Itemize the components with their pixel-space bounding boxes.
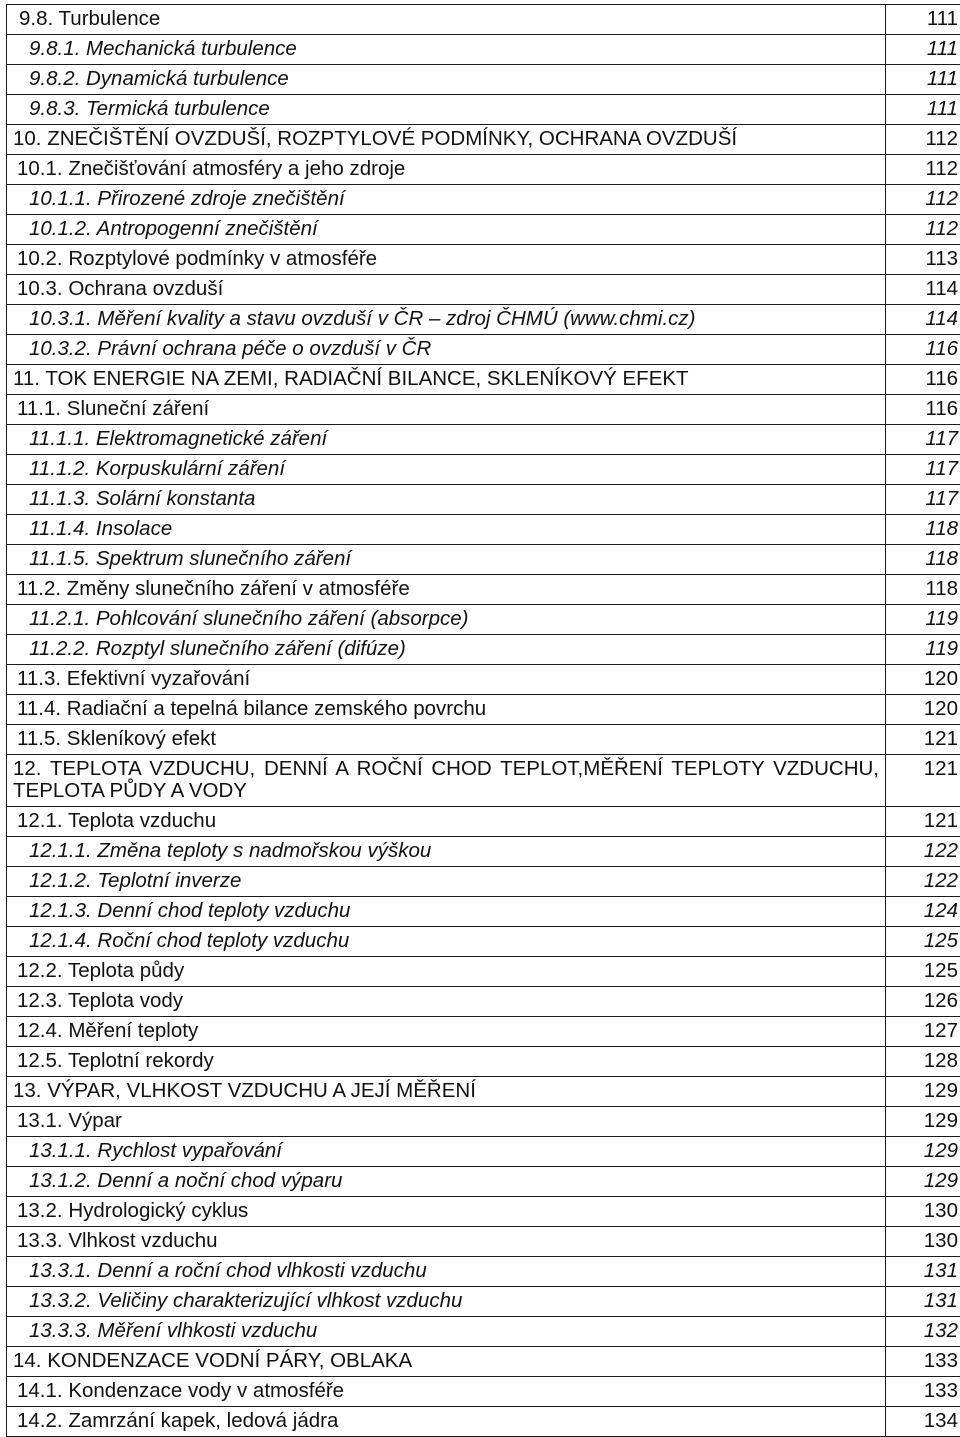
toc-entry-title: Spektrum slunečního záření [96, 547, 351, 570]
toc-entry-page: 130 [886, 1227, 960, 1257]
toc-entry-number: 13.1. [17, 1109, 63, 1132]
toc-entry-title: Insolace [96, 517, 172, 540]
toc-entry-page: 119 [886, 635, 960, 665]
toc-entry-page: 111 [886, 5, 960, 35]
toc-entry-title: Antropogenní znečištění [97, 217, 318, 240]
toc-entry-title: Změny slunečního záření v atmosféře [67, 577, 410, 600]
toc-entry-number: 14.1. [17, 1379, 63, 1402]
toc-entry-number: 14. [13, 1349, 42, 1372]
toc-entry-number: 10.3.2. [29, 337, 92, 360]
toc-entry-page: 120 [886, 665, 960, 695]
toc-entry-title-cell [7, 695, 886, 725]
toc-entry-number: 11.1.1. [29, 427, 90, 450]
toc-entry-title: Ochrana ovzduší [68, 277, 223, 300]
toc-entry[interactable] [7, 1407, 960, 1437]
toc-entry-title-cell [7, 1407, 886, 1437]
toc-entry-page: 133 [886, 1377, 960, 1407]
toc-entry-title-cell [7, 605, 886, 635]
toc-entry-number: 11.1. [17, 397, 61, 420]
toc-entry-title: Efektivní vyzařování [67, 667, 250, 690]
toc-entry-page: 129 [886, 1077, 960, 1107]
toc-entry[interactable] [7, 1137, 960, 1167]
toc-entry[interactable] [7, 95, 960, 125]
toc-entry-title-cell [7, 185, 886, 215]
toc-entry-page: 134 [886, 1407, 960, 1437]
toc-entry-number: 11.2.2. [29, 637, 90, 660]
toc-entry[interactable] [7, 897, 960, 927]
toc-entry[interactable] [7, 927, 960, 957]
toc-entry-page: 129 [886, 1107, 960, 1137]
toc-entry[interactable] [7, 485, 960, 515]
toc-entry-title: Hydrologický cyklus [68, 1199, 248, 1222]
toc-entry-title: Teplota vzduchu [68, 809, 216, 832]
toc-entry-title: Solární konstanta [96, 487, 256, 510]
toc-entry-number: 12.1.1. [29, 839, 92, 862]
toc-entry[interactable] [7, 245, 960, 275]
toc-entry-page: 127 [886, 1017, 960, 1047]
toc-entry-number: 12.1.2. [29, 869, 92, 892]
toc-entry-title: Pohlcování slunečního záření (absorpce) [96, 607, 469, 630]
toc-entry-title: Roční chod teploty vzduchu [97, 929, 349, 952]
toc-entry-page: 128 [886, 1047, 960, 1077]
toc-entry-title: Právní ochrana péče o ovzduší v ČR [97, 337, 431, 360]
toc-entry-title-cell [7, 545, 886, 575]
toc-entry-title-cell [7, 1077, 886, 1107]
toc-entry-page: 121 [886, 755, 960, 807]
toc-entry-title: ZNEČIŠTĚNÍ OVZDUŠÍ, ROZPTYLOVÉ PODMÍNKY, OCHRANA OVZDUŠÍ [47, 127, 737, 150]
toc-entry-title-cell [7, 957, 886, 987]
toc-entry-number: 10.1.2. [29, 217, 92, 240]
toc-entry-number: 11.1.3. [29, 487, 90, 510]
toc-entry-title-cell [7, 725, 886, 755]
toc-entry[interactable] [7, 957, 960, 987]
toc-entry-title: Veličiny charakterizující vlhkost vzduchu [97, 1289, 462, 1312]
toc-entry-number: 12.3. [17, 989, 63, 1012]
toc-entry-number: 13. [13, 1079, 42, 1102]
toc-entry[interactable] [7, 665, 960, 695]
toc-entry-title-cell [7, 455, 886, 485]
toc-entry-page: 133 [886, 1347, 960, 1377]
toc-entry[interactable] [7, 1227, 960, 1257]
toc-entry-title-cell [7, 395, 886, 425]
toc-entry-number: 10. [13, 127, 42, 150]
toc-entry-title-cell [7, 575, 886, 605]
toc-entry-title: Kondenzace vody v atmosféře [68, 1379, 344, 1402]
toc-entry-title: Zamrzání kapek, ledová jádra [68, 1409, 338, 1432]
toc-entry-title: Radiační a tepelná bilance zemského povrchu [67, 697, 486, 720]
toc-entry-title-cell [7, 1167, 886, 1197]
toc-entry-page: 120 [886, 695, 960, 725]
toc-entry-page: 116 [886, 365, 960, 395]
toc-entry[interactable] [7, 275, 960, 305]
toc-entry-page: 125 [886, 957, 960, 987]
toc-entry-title: Měření kvality a stavu ovzduší v ČR – zdroj ČHMÚ (www.chmi.cz) [97, 307, 695, 330]
toc-entry-number: 11.2.1. [29, 607, 90, 630]
toc-entry-title-cell [7, 485, 886, 515]
toc-entry-title-cell [7, 515, 886, 545]
toc-entry-page: 113 [886, 245, 960, 275]
toc-entry-number: 13.3.3. [29, 1319, 92, 1342]
toc-entry-title-cell [7, 665, 886, 695]
toc-entry[interactable] [7, 425, 960, 455]
toc-entry-title: Korpuskulární záření [96, 457, 285, 480]
toc-entry-number: 12.2. [17, 959, 63, 982]
toc-entry[interactable] [7, 695, 960, 725]
toc-entry-title-cell [7, 245, 886, 275]
toc-entry-page: 121 [886, 725, 960, 755]
toc-entry-title-cell [7, 635, 886, 665]
toc-entry-number: 13.3. [17, 1229, 63, 1252]
toc-entry-title-cell [7, 1197, 886, 1227]
toc-entry-title: Teplota vody [68, 989, 183, 1012]
toc-entry[interactable] [7, 185, 960, 215]
toc-entry-title: Denní a noční chod výparu [97, 1169, 342, 1192]
toc-entry-title-cell [7, 755, 886, 807]
toc-entry[interactable] [7, 1347, 960, 1377]
toc-entry[interactable] [7, 455, 960, 485]
toc-entry-number: 12.4. [17, 1019, 63, 1042]
toc-entry-number: 11.1.5. [29, 547, 90, 570]
toc-entry-page: 129 [886, 1137, 960, 1167]
toc-entry[interactable] [7, 987, 960, 1017]
toc-entry-number: 10.1.1. [29, 187, 92, 210]
toc-entry-title-cell [7, 1347, 886, 1377]
toc-entry[interactable] [7, 1197, 960, 1227]
toc-entry-title: Termická turbulence [86, 97, 270, 120]
toc-entry-number: 10.1. [17, 157, 63, 180]
toc-entry-title: Skleníkový efekt [67, 727, 216, 750]
toc-entry[interactable] [7, 807, 960, 837]
toc-entry-page: 112 [886, 155, 960, 185]
toc-entry-number: 13.1.1. [29, 1139, 92, 1162]
toc-entry-title-cell [7, 335, 886, 365]
toc-entry-number: 13.2. [17, 1199, 63, 1222]
toc-entry-page: 126 [886, 987, 960, 1017]
toc-entry-page: 111 [886, 65, 960, 95]
toc-entry-title-cell [7, 155, 886, 185]
toc-entry-page: 118 [886, 545, 960, 575]
toc-entry-title: Teplotní rekordy [68, 1049, 214, 1072]
toc-entry[interactable] [7, 35, 960, 65]
table-of-contents [6, 4, 960, 1437]
toc-entry[interactable] [7, 545, 960, 575]
toc-entry-title: KONDENZACE VODNÍ PÁRY, OBLAKA [47, 1349, 412, 1372]
toc-entry[interactable] [7, 215, 960, 245]
toc-entry[interactable] [7, 1257, 960, 1287]
toc-entry-title-cell [7, 1017, 886, 1047]
toc-entry-number: 11.1.2. [29, 457, 90, 480]
toc-entry-page: 117 [886, 425, 960, 455]
toc-entry[interactable] [7, 605, 960, 635]
toc-entry-number: 12. [13, 757, 42, 780]
toc-entry-title-cell [7, 125, 886, 155]
toc-entry-title: TEPLOTA VZDUCHU, DENNÍ A ROČNÍ CHOD TEPLOT,MĚŘENÍ TEPLOTY VZDUCHU, TEPLOTA PŮDY A VODY [13, 757, 879, 802]
toc-entry-title-cell [7, 1137, 886, 1167]
toc-entry-number: 9.8.2. [29, 67, 80, 90]
toc-entry-title-cell [7, 807, 886, 837]
toc-entry-title: Turbulence [59, 7, 161, 30]
toc-entry-title: Rychlost vypařování [97, 1139, 282, 1162]
toc-entry-number: 10.3. [17, 277, 63, 300]
toc-entry[interactable] [7, 867, 960, 897]
toc-entry-page: 117 [886, 455, 960, 485]
toc-entry[interactable] [7, 1377, 960, 1407]
toc-entry[interactable] [7, 1287, 960, 1317]
toc-entry-title-cell [7, 1227, 886, 1257]
toc-entry-number: 11. [13, 367, 40, 390]
toc-entry-page: 130 [886, 1197, 960, 1227]
toc-entry-page: 121 [886, 807, 960, 837]
toc-entry-number: 11.4. [17, 697, 61, 720]
toc-entry-title: Výpar [68, 1109, 122, 1132]
toc-entry-title-cell [7, 837, 886, 867]
toc-entry[interactable] [7, 575, 960, 605]
toc-body [7, 5, 960, 1437]
toc-entry-page: 131 [886, 1287, 960, 1317]
toc-entry-title-cell [7, 927, 886, 957]
toc-entry-title: Teplotní inverze [97, 869, 241, 892]
toc-entry[interactable] [7, 1017, 960, 1047]
toc-entry-title-cell [7, 215, 886, 245]
toc-entry-number: 11.5. [17, 727, 61, 750]
toc-entry-title-cell [7, 1107, 886, 1137]
toc-entry-page: 119 [886, 605, 960, 635]
toc-entry-title: Elektromagnetické záření [96, 427, 327, 450]
toc-entry-title: Rozptylové podmínky v atmosféře [68, 247, 377, 270]
toc-entry[interactable] [7, 65, 960, 95]
toc-entry-number: 9.8.3. [29, 97, 80, 120]
toc-entry-number: 9.8.1. [29, 37, 80, 60]
toc-entry-number: 12.5. [17, 1049, 63, 1072]
toc-entry-number: 13.3.1. [29, 1259, 92, 1282]
toc-entry-title-cell [7, 305, 886, 335]
toc-entry-title-cell [7, 425, 886, 455]
toc-entry-title-cell [7, 95, 886, 125]
toc-entry-page: 112 [886, 125, 960, 155]
toc-entry-number: 12.1. [17, 809, 63, 832]
toc-entry[interactable] [7, 1167, 960, 1197]
toc-entry-page: 132 [886, 1317, 960, 1347]
toc-entry-title: Vlhkost vzduchu [68, 1229, 217, 1252]
toc-entry-number: 13.1.2. [29, 1169, 92, 1192]
toc-entry-title: Znečišťování atmosféry a jeho zdroje [68, 157, 405, 180]
toc-entry-number: 11.2. [17, 577, 61, 600]
toc-entry-title-cell [7, 1257, 886, 1287]
toc-entry[interactable] [7, 1107, 960, 1137]
toc-entry-number: 10.2. [17, 247, 63, 270]
toc-entry[interactable] [7, 755, 960, 807]
toc-entry-title: Dynamická turbulence [86, 67, 289, 90]
toc-entry[interactable] [7, 515, 960, 545]
toc-entry[interactable] [7, 395, 960, 425]
toc-entry-title: VÝPAR, VLHKOST VZDUCHU A JEJÍ MĚŘENÍ [47, 1079, 476, 1102]
toc-entry-page: 118 [886, 515, 960, 545]
toc-entry[interactable] [7, 725, 960, 755]
toc-entry-title: Měření teploty [68, 1019, 198, 1042]
toc-entry-number: 11.3. [17, 667, 61, 690]
toc-entry[interactable] [7, 365, 960, 395]
toc-entry-page: 124 [886, 897, 960, 927]
toc-entry[interactable] [7, 635, 960, 665]
toc-entry[interactable] [7, 1047, 960, 1077]
toc-entry[interactable] [7, 305, 960, 335]
toc-entry[interactable] [7, 125, 960, 155]
toc-entry-title-cell [7, 65, 886, 95]
toc-entry-title-cell [7, 1047, 886, 1077]
toc-entry-page: 112 [886, 185, 960, 215]
toc-entry[interactable] [7, 1077, 960, 1107]
toc-entry-title-cell [7, 1287, 886, 1317]
toc-entry-number: 12.1.3. [29, 899, 92, 922]
toc-entry-page: 111 [886, 95, 960, 125]
toc-entry-title: Rozptyl slunečního záření (difúze) [96, 637, 406, 660]
toc-entry-page: 117 [886, 485, 960, 515]
toc-entry-title-cell [7, 897, 886, 927]
toc-entry-page: 114 [886, 305, 960, 335]
toc-entry-number: 11.1.4. [29, 517, 90, 540]
toc-entry-title-cell [7, 1377, 886, 1407]
toc-entry[interactable] [7, 5, 960, 35]
toc-entry-title: TOK ENERGIE NA ZEMI, RADIAČNÍ BILANCE, SKLENÍKOVÝ EFEKT [45, 367, 688, 390]
toc-entry-title: Mechanická turbulence [86, 37, 297, 60]
toc-entry-page: 131 [886, 1257, 960, 1287]
toc-entry-page: 112 [886, 215, 960, 245]
toc-entry-title: Denní chod teploty vzduchu [97, 899, 350, 922]
toc-entry-title: Denní a roční chod vlhkosti vzduchu [97, 1259, 426, 1282]
toc-entry-title-cell [7, 987, 886, 1017]
toc-entry-number: 12.1.4. [29, 929, 92, 952]
toc-entry-title-cell [7, 5, 886, 35]
toc-entry-title: Změna teploty s nadmořskou výškou [97, 839, 431, 862]
toc-entry-page: 125 [886, 927, 960, 957]
toc-entry-title-cell [7, 365, 886, 395]
toc-entry-page: 114 [886, 275, 960, 305]
toc-entry-title-cell [7, 35, 886, 65]
toc-entry-number: 10.3.1. [29, 307, 92, 330]
toc-entry[interactable] [7, 155, 960, 185]
toc-entry-number: 14.2. [17, 1409, 63, 1432]
toc-entry[interactable] [7, 335, 960, 365]
toc-entry-page: 122 [886, 867, 960, 897]
toc-entry-page: 118 [886, 575, 960, 605]
toc-entry-title-cell [7, 275, 886, 305]
toc-entry-number: 13.3.2. [29, 1289, 92, 1312]
toc-entry-page: 116 [886, 335, 960, 365]
toc-entry-title-cell [7, 1317, 886, 1347]
toc-entry-title: Teplota půdy [68, 959, 184, 982]
toc-entry-title: Přirozené zdroje znečištění [97, 187, 344, 210]
toc-entry-page: 116 [886, 395, 960, 425]
toc-entry-title: Sluneční záření [67, 397, 209, 420]
toc-entry-page: 129 [886, 1167, 960, 1197]
toc-entry-page: 122 [886, 837, 960, 867]
toc-entry[interactable] [7, 837, 960, 867]
toc-entry[interactable] [7, 1317, 960, 1347]
toc-entry-title: Měření vlhkosti vzduchu [97, 1319, 317, 1342]
toc-entry-page: 111 [886, 35, 960, 65]
toc-entry-number: 9.8. [19, 7, 53, 30]
toc-entry-title-cell [7, 867, 886, 897]
